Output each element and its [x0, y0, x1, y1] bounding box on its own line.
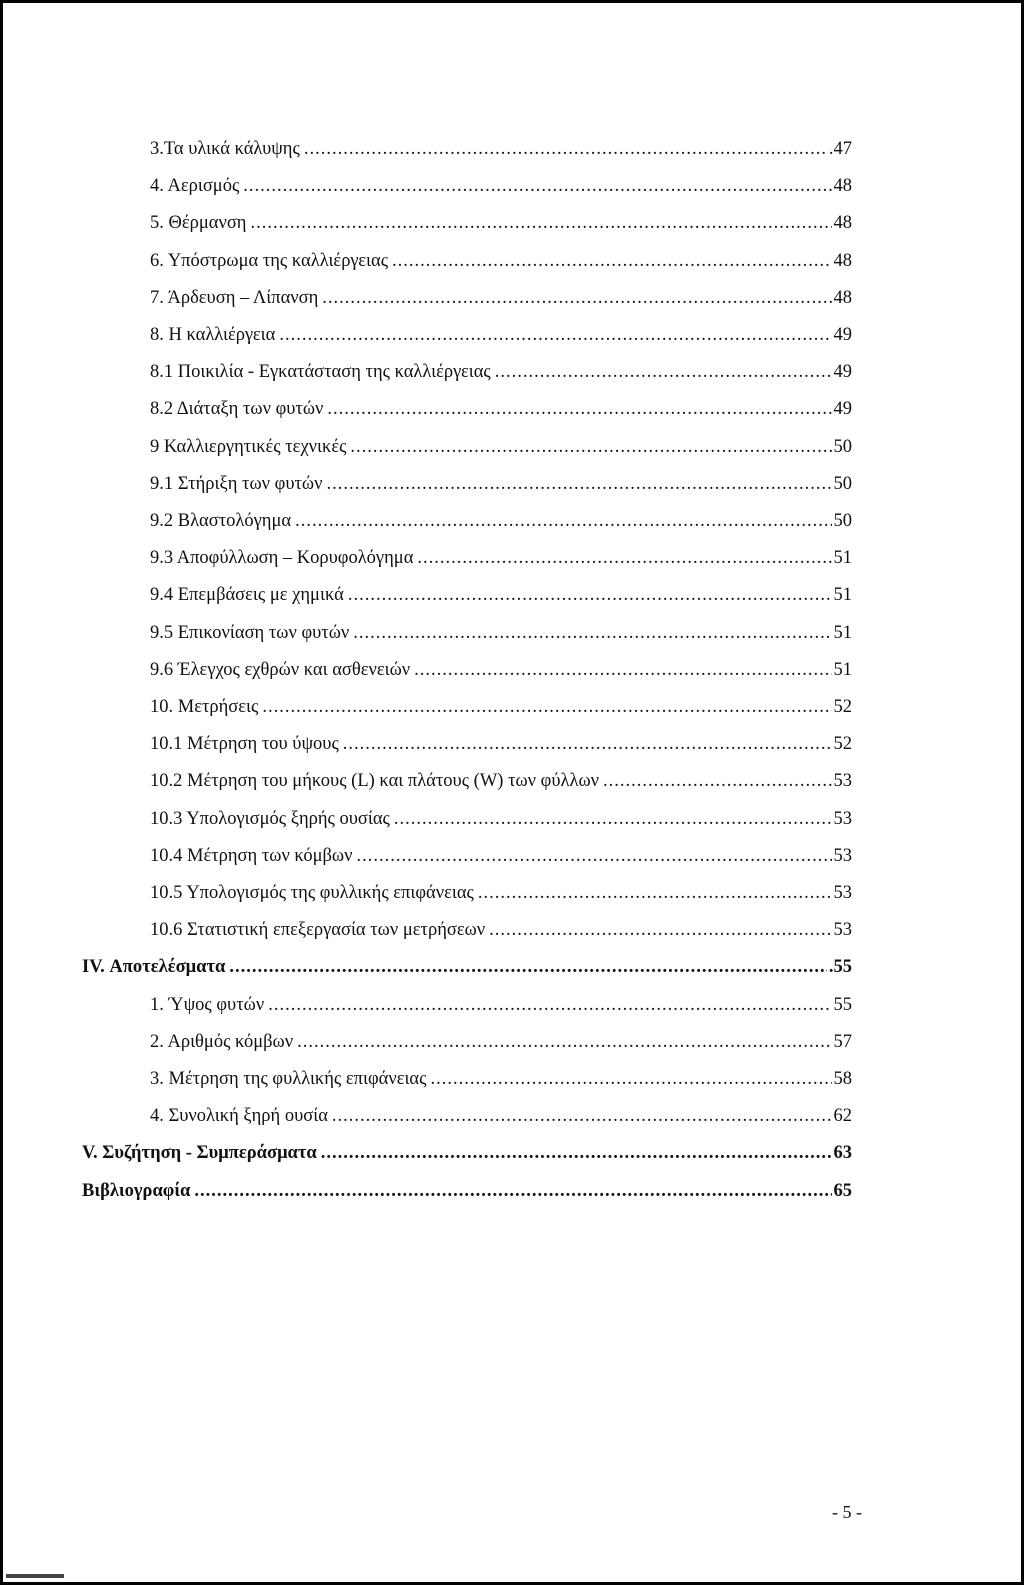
toc-leader-dots — [603, 770, 832, 792]
toc-entry — [150, 986, 852, 1016]
toc-entry — [82, 1172, 852, 1202]
toc-leader-dots — [321, 1142, 832, 1164]
toc-entry-title: 5. Θέρμανση — [150, 213, 247, 234]
toc-entry-title: 8.1 Ποικιλία - Εγκατάσταση της καλλιέργειας — [150, 362, 491, 383]
toc-entry — [150, 1097, 852, 1127]
toc-entry-title: 8. Η καλλιέργεια — [150, 325, 276, 345]
toc-entry-title: 3.Τα υλικά κάλυψης — [150, 139, 300, 159]
toc-entry-title: 10.4 Μέτρηση των κόμβων — [150, 845, 353, 866]
toc-entry — [150, 651, 852, 681]
toc-leader-dots — [194, 1180, 831, 1202]
toc-entry-page: 51 — [833, 659, 852, 680]
toc-leader-dots — [392, 250, 831, 272]
toc-leader-dots — [327, 398, 831, 420]
toc-entry-page: 55 — [833, 994, 852, 1015]
toc-entry — [150, 390, 852, 420]
toc-entry — [150, 576, 852, 606]
toc-entry — [150, 242, 852, 272]
toc-entry — [150, 874, 852, 904]
toc-leader-dots — [489, 919, 831, 941]
toc-entry-page: 53 — [833, 920, 852, 941]
toc-leader-dots — [356, 845, 831, 867]
toc-leader-dots — [478, 882, 832, 904]
toc-entry — [150, 428, 852, 458]
toc-entry — [150, 316, 852, 346]
toc-entry-page: 48 — [833, 213, 852, 234]
toc-leader-dots — [343, 733, 832, 755]
toc-entry — [150, 204, 852, 234]
toc-leader-dots — [394, 808, 832, 830]
toc-leader-dots — [326, 473, 831, 495]
toc-entry-title: 9.3 Αποφύλλωση – Κορυφολόγημα — [150, 548, 414, 569]
toc-entry-title: IV. Αποτελέσματα — [82, 957, 226, 978]
toc-entry-page: 57 — [833, 1031, 852, 1052]
toc-entry-title: 8.2 Διάταξη των φυτών — [150, 399, 324, 420]
toc-entry — [150, 167, 852, 197]
toc-entry-page: 50 — [833, 436, 852, 457]
toc-entry-page: 53 — [833, 883, 852, 903]
toc-entry — [150, 1023, 852, 1053]
toc-leader-dots — [297, 1031, 831, 1053]
toc-entry-page: 51 — [833, 548, 852, 569]
toc-entry-page: 62 — [833, 1106, 852, 1127]
toc-entry-page: 51 — [833, 622, 852, 643]
toc-entry-title: 9.1 Στήριξη των φυτών — [150, 473, 323, 494]
toc-entry — [150, 279, 852, 309]
toc-entry-page: 65 — [833, 1180, 852, 1201]
toc-entry — [150, 539, 852, 569]
toc-entry-title: 10.2 Μέτρηση του μήκους (L) και πλάτους (W) των φύλλων — [150, 771, 599, 792]
toc-entry-page: 53 — [833, 808, 852, 829]
toc-leader-dots — [262, 696, 831, 718]
toc-entry — [150, 502, 852, 532]
toc-entry-page: 63 — [833, 1143, 852, 1164]
toc-entry-page: 49 — [833, 399, 852, 420]
toc-entry — [150, 614, 852, 644]
page-number: - 5 - — [832, 1502, 862, 1522]
toc-entry-title: 9.5 Επικονίαση των φυτών — [150, 622, 350, 643]
toc-entry-title: Βιβλιογραφία — [82, 1180, 191, 1201]
toc-entry-page: .55 — [828, 957, 852, 978]
toc-entry — [150, 1060, 852, 1090]
toc-entry-page: 53 — [833, 771, 852, 792]
toc-entry — [150, 800, 852, 830]
toc-entry-page: 50 — [833, 511, 852, 531]
toc-leader-dots — [353, 622, 831, 644]
toc-entry — [150, 762, 852, 792]
toc-leader-dots — [268, 994, 831, 1016]
toc-entry-title: 10.3 Υπολογισμός ξηρής ουσίας — [150, 808, 390, 829]
toc-entry-title: 6. Υπόστρωμα της καλλιέργειας — [150, 250, 389, 271]
toc-entry-page: 52 — [833, 734, 852, 755]
toc-leader-dots — [322, 287, 831, 309]
toc-entry-page: .47 — [828, 139, 852, 159]
toc-entry-title: V. Συζήτηση - Συμπεράσματα — [82, 1143, 317, 1164]
toc-entry-page: 48 — [833, 176, 852, 197]
toc-entry — [150, 130, 852, 160]
toc-entry-title: 9 Καλλιεργητικές τεχνικές — [150, 436, 347, 457]
toc-entry — [150, 465, 852, 495]
toc-leader-dots — [414, 659, 831, 681]
toc-entry-title: 7. Άρδευση – Λίπανση — [150, 287, 319, 308]
toc-entry-page: 49 — [833, 362, 852, 383]
toc-leader-dots — [348, 584, 832, 606]
toc-leader-dots — [279, 324, 831, 346]
toc-entry-page: 58 — [833, 1069, 852, 1089]
toc-entry — [82, 1134, 852, 1164]
toc-leader-dots — [304, 138, 827, 160]
toc-entry-title: 10. Μετρήσεις — [150, 697, 259, 717]
toc-entry-page: 52 — [833, 697, 852, 717]
toc-leader-dots — [417, 547, 831, 569]
toc-entry-title: 9.4 Επεμβάσεις με χημικά — [150, 585, 344, 606]
toc-entry-title: 10.6 Στατιστική επεξεργασία των μετρήσεων — [150, 920, 486, 941]
toc-leader-dots — [350, 436, 831, 458]
toc-entry-page: 48 — [833, 250, 852, 271]
toc-entry — [150, 837, 852, 867]
toc-leader-dots — [229, 956, 827, 978]
toc-entry-title: 9.6 Έλεγχος εχθρών και ασθενειών — [150, 659, 411, 680]
toc-leader-dots — [250, 212, 831, 234]
toc-entry-title: 9.2 Βλαστολόγημα — [150, 511, 292, 531]
toc-entry-title: 2. Αριθμός κόμβων — [150, 1031, 294, 1052]
toc-entry-title: 1. Ύψος φυτών — [150, 994, 265, 1015]
toc-entry-title: 4. Συνολική ξηρή ουσία — [150, 1106, 328, 1127]
toc-entry-title: 4. Αερισμός — [150, 176, 240, 197]
toc-entry-title: 3. Μέτρηση της φυλλικής επιφάνειας — [150, 1069, 427, 1089]
toc-entry — [150, 353, 852, 383]
toc-entry-page: 51 — [833, 585, 852, 606]
toc-entry-title: 10.5 Υπολογισμός της φυλλικής επιφάνειας — [150, 883, 474, 903]
toc-entry — [150, 725, 852, 755]
toc-entry — [150, 688, 852, 718]
toc-entry-page: 49 — [833, 325, 852, 345]
toc-entry-page: 48 — [833, 287, 852, 308]
toc-entry-title: 10.1 Μέτρηση του ύψους — [150, 734, 339, 755]
toc-leader-dots — [495, 361, 832, 383]
toc-entry — [82, 948, 852, 978]
toc-entry — [150, 911, 852, 941]
toc-leader-dots — [295, 510, 831, 532]
toc-entry-page: 53 — [833, 845, 852, 866]
toc-entry-page: 50 — [833, 473, 852, 494]
toc-leader-dots — [332, 1105, 832, 1127]
toc-leader-dots — [430, 1068, 831, 1090]
toc-leader-dots — [243, 175, 831, 197]
scan-artifact — [6, 1574, 64, 1578]
